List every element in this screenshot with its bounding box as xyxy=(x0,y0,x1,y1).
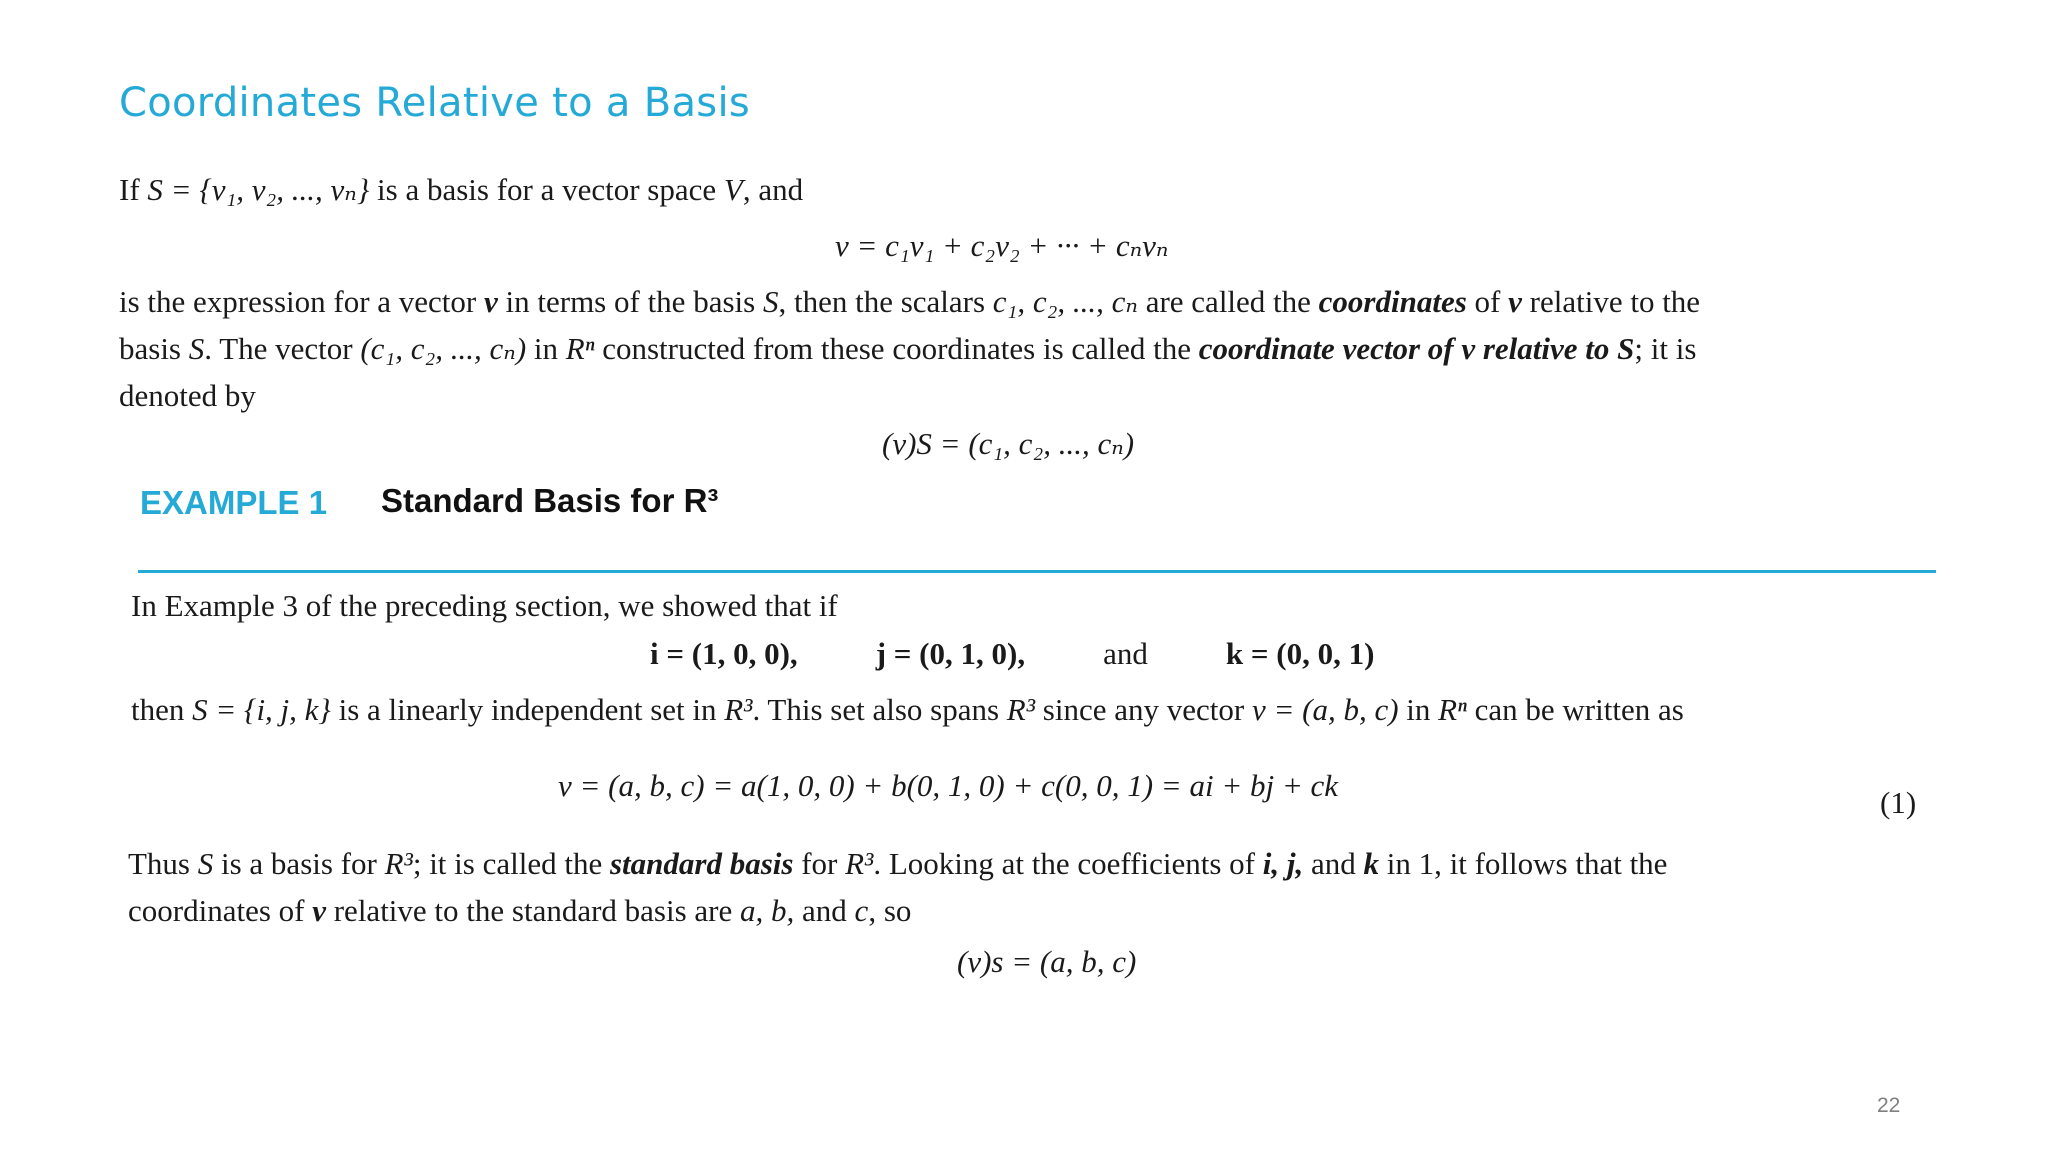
ex-ab: a, b, xyxy=(740,893,795,928)
eq-and: and xyxy=(1103,636,1148,671)
eq-k: k = (0, 0, 1) xyxy=(1225,636,1375,671)
example-line-4 xyxy=(128,887,911,934)
ex-k: k xyxy=(1363,846,1379,881)
ex-v: v = (a, b, c) xyxy=(1251,692,1399,727)
ex-text: can be written as xyxy=(1466,692,1684,727)
basis-vectors-equation xyxy=(650,636,1374,672)
standard-basis-equation: v = (a, b, c) = a(1, 0, 0) + b(0, 1, 0) + c(0, 0, 1) = ai + bj + ck xyxy=(558,768,1339,803)
def-text: , then the scalars xyxy=(778,284,993,319)
ex-text: is a linearly independent set in xyxy=(330,692,725,727)
definition-line-2 xyxy=(119,325,1696,372)
ex-v: v xyxy=(312,893,326,928)
def-text: in xyxy=(526,331,566,366)
def-coordinates-term: coordinates xyxy=(1318,284,1467,319)
basis-set: S = {v₁, v₂, ..., vₙ} xyxy=(147,172,370,207)
example-line-1: In Example 3 of the preceding section, we showed that if xyxy=(131,588,838,623)
ex-text: coordinates of xyxy=(128,893,313,928)
page-number: 22 xyxy=(1877,1094,1901,1117)
ex-R3: R³ xyxy=(384,846,413,881)
expansion-equation: v = c₁v₁ + c₂v₂ + ··· + cₙvₙ xyxy=(835,228,1169,263)
ex-R3: R³ xyxy=(724,692,753,727)
final-coordinate-equation: (v)s = (a, b, c) xyxy=(957,944,1137,979)
def-text: is the expression for a vector xyxy=(119,284,484,319)
ex-R3: R³ xyxy=(1006,692,1036,727)
example-label: EXAMPLE 1 xyxy=(140,484,328,521)
ex-text: Thus xyxy=(128,846,198,881)
def-v: v xyxy=(484,284,498,319)
ex-text: in xyxy=(1398,692,1439,727)
ex-text: relative to the standard basis are xyxy=(325,893,741,928)
def-text: . The vector xyxy=(204,331,361,366)
ex-standard-basis-term: standard basis xyxy=(609,846,794,881)
def-S: S xyxy=(762,284,779,319)
intro-text-a: If xyxy=(119,172,148,207)
ex-R3: R³ xyxy=(845,846,874,881)
example-line-3 xyxy=(128,840,1667,887)
def-text: of xyxy=(1466,284,1509,319)
equation-number: (1) xyxy=(1880,785,1917,820)
intro-line xyxy=(119,166,803,213)
ex-text: and xyxy=(794,893,855,928)
vector-space-symbol: V xyxy=(723,172,743,207)
ex-text: then xyxy=(131,692,193,727)
ex-text: , so xyxy=(868,893,912,928)
def-text: in terms of the basis xyxy=(497,284,763,319)
def-scalars: c₁, c₂, ..., cₙ xyxy=(992,284,1138,319)
ex-text: and xyxy=(1303,846,1364,881)
coordinate-vector-equation: (v)S = (c₁, c₂, ..., cₙ) xyxy=(882,426,1135,461)
def-text: relative to the xyxy=(1521,284,1701,319)
def-text: constructed from these coordinates is called the xyxy=(594,331,1199,366)
ex-ijk: i, j, xyxy=(1262,846,1304,881)
def-text: are called the xyxy=(1137,284,1319,319)
def-tuple: (c₁, c₂, ..., cₙ) xyxy=(360,331,527,366)
definition-line-3: denoted by xyxy=(119,378,256,413)
eq-j: j = (0, 1, 0), xyxy=(875,636,1026,671)
ex-S: S xyxy=(197,846,214,881)
def-Rn: Rⁿ xyxy=(565,331,595,366)
ex-text: . Looking at the coefficients of xyxy=(873,846,1263,881)
example-title: Standard Basis for R³ xyxy=(381,482,719,519)
ex-text: . This set also spans xyxy=(752,692,1007,727)
ex-text: for xyxy=(793,846,846,881)
eq-i: i = (1, 0, 0), xyxy=(650,636,798,671)
intro-text-b: is a basis for a vector space xyxy=(369,172,724,207)
ex-text: ; it is called the xyxy=(412,846,610,881)
ex-text: is a basis for xyxy=(213,846,385,881)
slide-title: Coordinates Relative to a Basis xyxy=(119,80,750,126)
def-S: S xyxy=(188,331,205,366)
intro-text-c: , and xyxy=(742,172,804,207)
def-text: ; it is xyxy=(1634,331,1697,366)
definition-line-1 xyxy=(119,278,1700,325)
example-line-2 xyxy=(131,686,1684,733)
ex-c: c xyxy=(854,893,869,928)
ex-Rn: Rⁿ xyxy=(1438,692,1467,727)
def-text: basis xyxy=(119,331,189,366)
ex-set: S = {i, j, k} xyxy=(192,692,331,727)
example-divider xyxy=(138,570,1936,573)
ex-text: in 1, it follows that the xyxy=(1379,846,1668,881)
ex-text: since any vector xyxy=(1035,692,1252,727)
def-coordinate-vector-term: coordinate vector of v relative to S xyxy=(1198,331,1635,366)
def-v: v xyxy=(1508,284,1522,319)
